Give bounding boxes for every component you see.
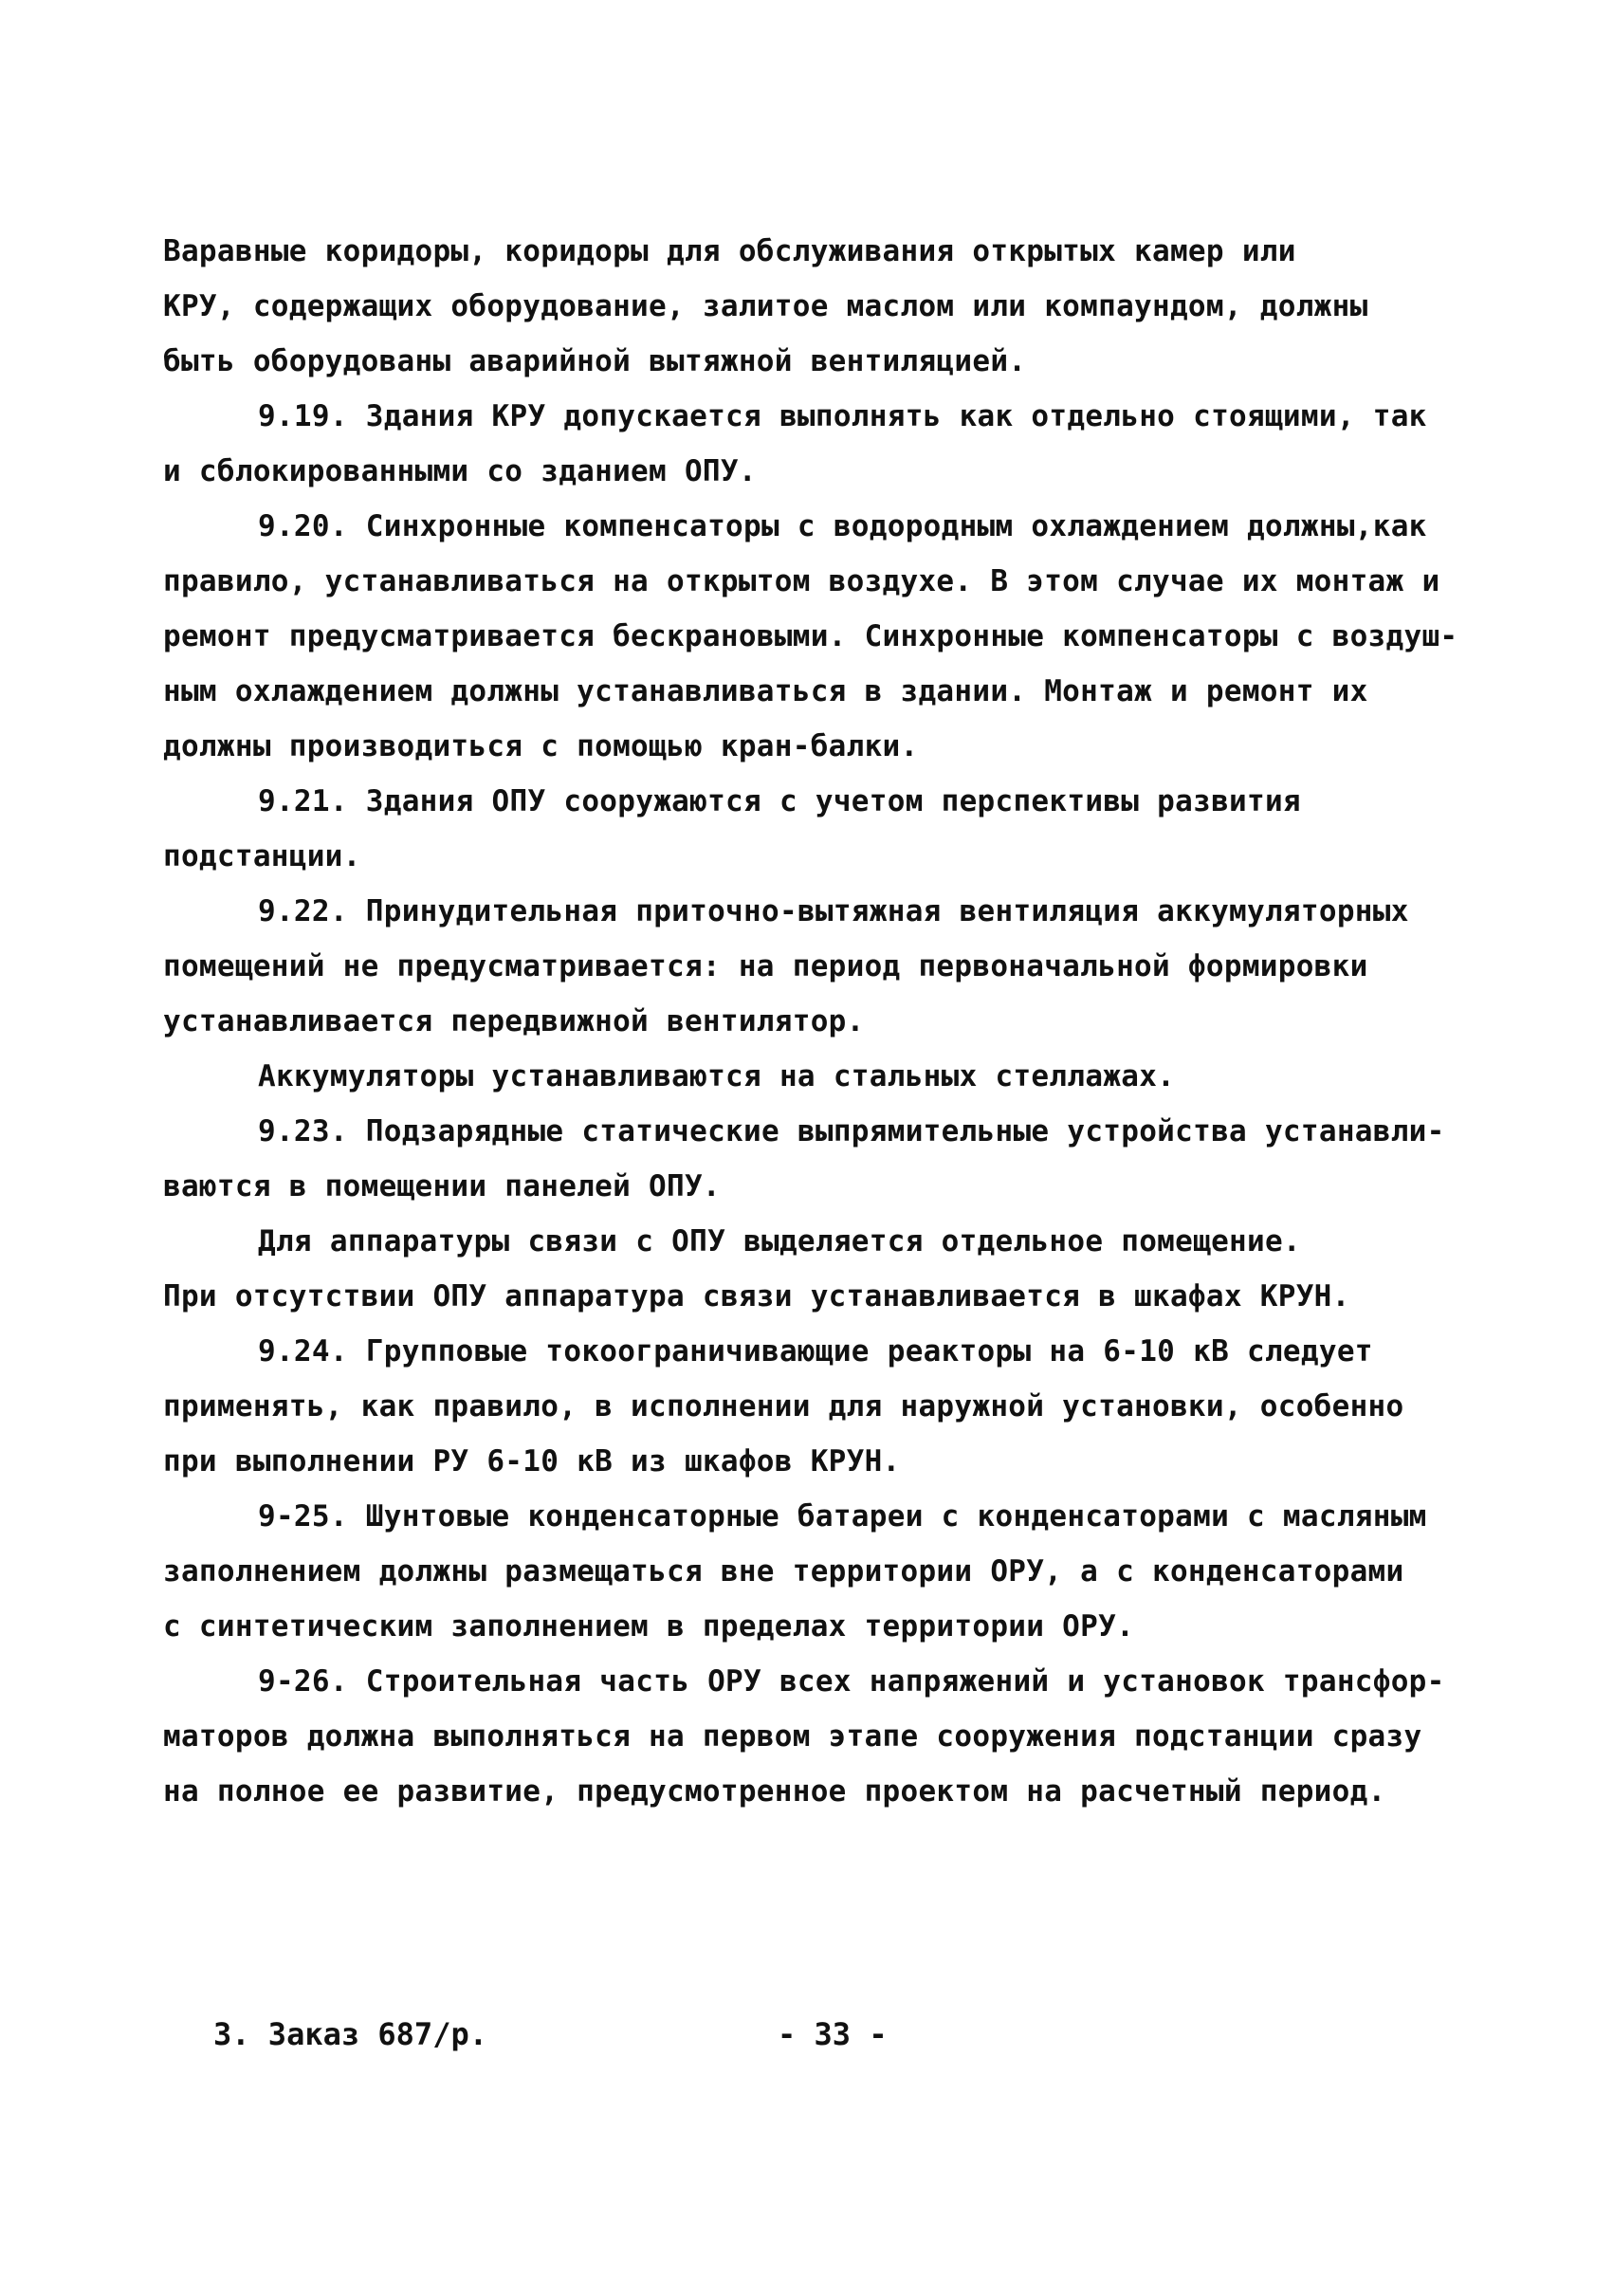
text-line: 9.20. Синхронные компенсаторы с водородным охлаждением должны,как	[258, 509, 1427, 543]
text-line: и сблокированными со зданием ОПУ.	[163, 454, 757, 488]
text-line: с синтетическим заполнением в пределах территории ОРУ.	[163, 1609, 1135, 1644]
order-number: 3. Заказ 687/р.	[213, 2016, 487, 2052]
text-line: применять, как правило, в исполнении для наружной установки, особенно	[163, 1389, 1404, 1424]
text-line: должны производиться с помощью кран-балки.	[163, 729, 919, 763]
text-line: на полное ее развитие, предусмотренное проектом на расчетный период.	[163, 1774, 1386, 1809]
text-line: при выполнении РУ 6-10 кВ из шкафов КРУН.	[163, 1444, 901, 1479]
text-line: 9.19. Здания КРУ допускается выполнять как отдельно стоящими, так	[258, 399, 1427, 433]
text-line: 9.23. Подзарядные статические выпрямительные устройства устанавли-	[258, 1114, 1445, 1148]
text-line: Варавные коридоры, коридоры для обслуживания открытых камер или	[163, 234, 1296, 268]
page-number: - 33 -	[778, 2016, 888, 2052]
text-line: 9-26. Строительная часть ОРУ всех напряжений и установок трансфор-	[258, 1664, 1445, 1699]
text-line: правило, устанавливаться на открытом воздухе. В этом случае их монтаж и	[163, 564, 1440, 598]
text-line: КРУ, содержащих оборудование, залитое маслом или компаундом, должны	[163, 289, 1368, 323]
text-line: быть оборудованы аварийной вытяжной вентиляцией.	[163, 344, 1027, 378]
text-line: 9.22. Принудительная приточно-вытяжная вентиляция аккумуляторных	[258, 894, 1409, 928]
text-line: 9.21. Здания ОПУ сооружаются с учетом перспективы развития	[258, 784, 1301, 818]
text-line: устанавливается передвижной вентилятор.	[163, 1004, 865, 1038]
text-line: помещений не предусматривается: на период первоначальной формировки	[163, 949, 1368, 983]
text-line: ным охлаждением должны устанавливаться в здании. Монтаж и ремонт их	[163, 674, 1368, 708]
text-line: подстанции.	[163, 839, 361, 873]
body-text	[163, 224, 1481, 1819]
text-line: 9-25. Шунтовые конденсаторные батареи с конденсаторами с масляным	[258, 1499, 1427, 1534]
text-line: Аккумуляторы устанавливаются на стальных стеллажах.	[258, 1059, 1176, 1093]
text-line: ваются в помещении панелей ОПУ.	[163, 1169, 721, 1203]
text-line: заполнением должны размещаться вне территории ОРУ, а с конденсаторами	[163, 1554, 1404, 1589]
text-line: 9.24. Групповые токоограничивающие реакторы на 6-10 кВ следует	[258, 1334, 1373, 1368]
text-line: При отсутствии ОПУ аппаратура связи устанавливается в шкафах КРУН.	[163, 1279, 1350, 1313]
text-line: Для аппаратуры связи с ОПУ выделяется отдельное помещение.	[258, 1224, 1301, 1258]
text-line: ремонт предусматривается бескрановыми. Синхронные компенсаторы с воздуш-	[163, 619, 1458, 653]
text-line: маторов должна выполняться на первом этапе сооружения подстанции сразу	[163, 1719, 1422, 1754]
